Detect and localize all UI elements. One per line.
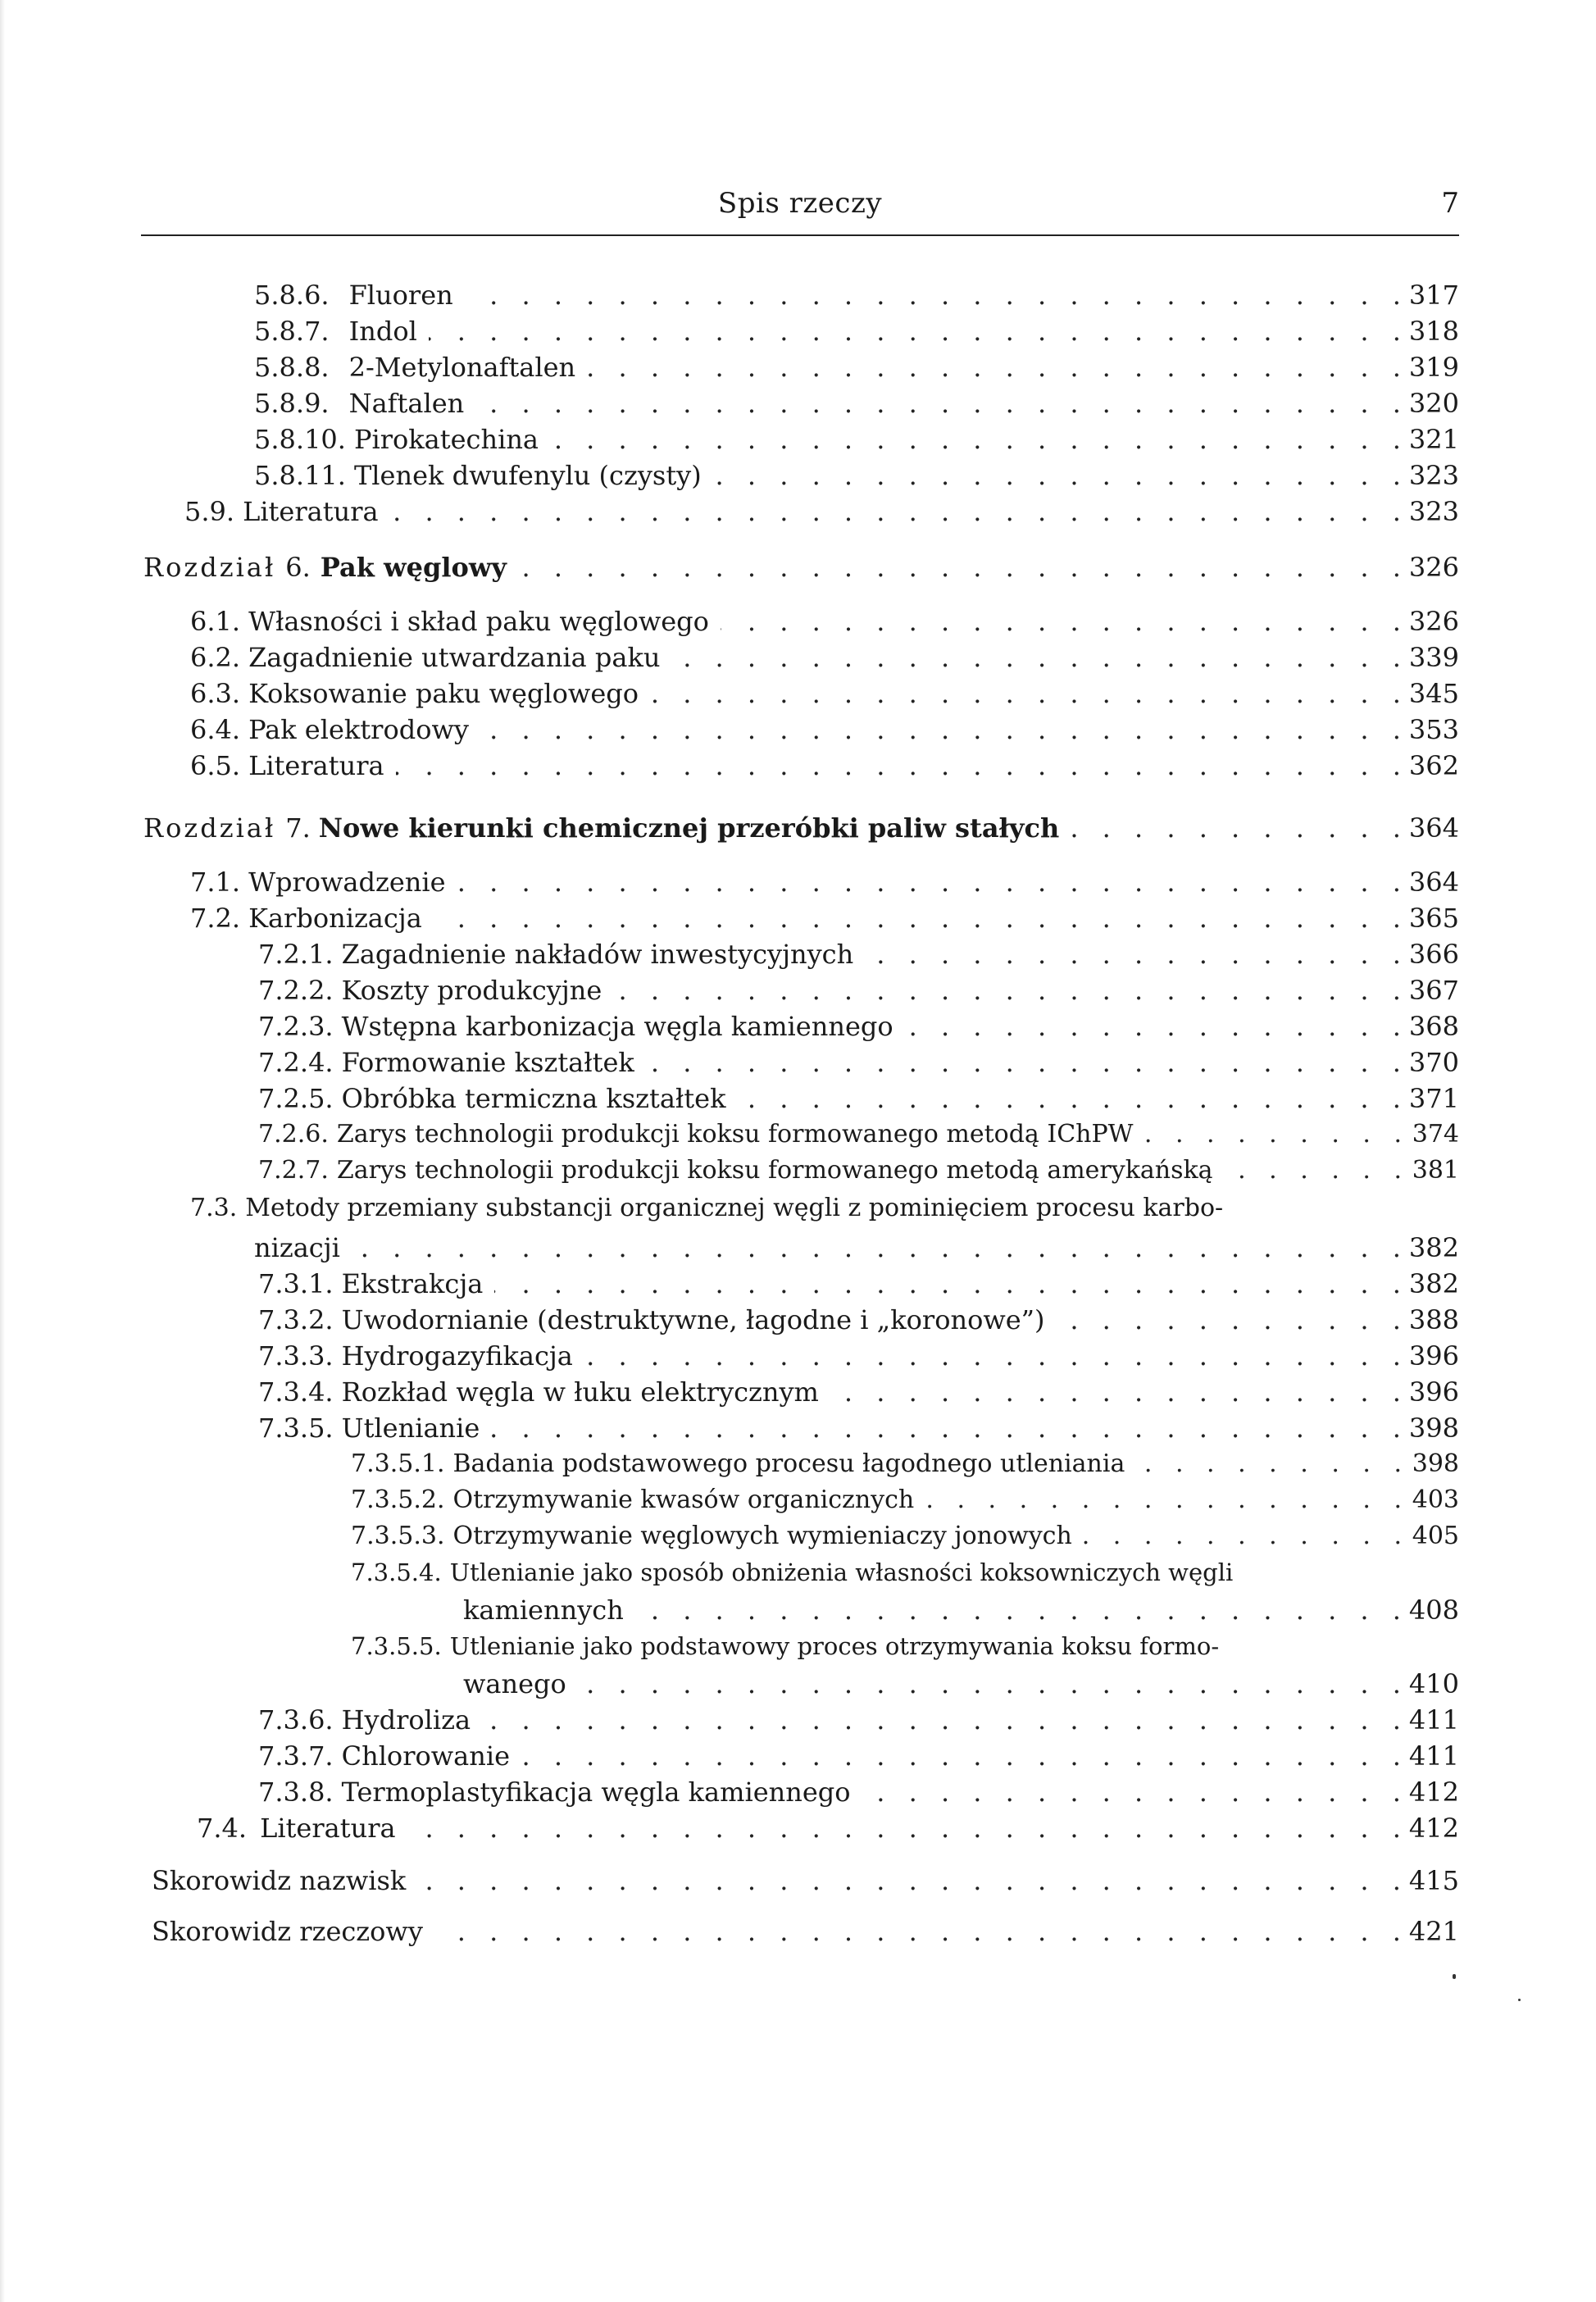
- scan-speck: [1518, 1999, 1521, 2001]
- entry-title: Hydroliza: [341, 1704, 471, 1736]
- running-title: Spis rzeczy: [717, 187, 883, 220]
- entry-title-continuation: wanego: [463, 1668, 566, 1699]
- entry-title: Rozkład węgla w łuku elektrycznym: [341, 1376, 819, 1408]
- toc-entry[interactable]: [254, 315, 1459, 348]
- entry-title: Literatura: [248, 750, 384, 781]
- toc-entry[interactable]: [351, 1484, 1459, 1517]
- entry-number: 7.2.5.: [258, 1083, 334, 1114]
- entry-title: Koksowanie paku węglowego: [248, 678, 639, 709]
- entry-number: 6.1.: [190, 606, 241, 637]
- toc-entry-line-1[interactable]: [190, 1192, 1459, 1225]
- entry-title: Otrzymywanie węglowych wymieniaczy jonowych: [452, 1522, 1072, 1550]
- entry-title: Literatura: [243, 496, 379, 527]
- dot-leader: [434, 1915, 1401, 1948]
- page-number: 7: [1441, 187, 1459, 220]
- toc-entry[interactable]: [190, 605, 1459, 638]
- dot-leader: [830, 1376, 1401, 1408]
- entry-title: Utlenianie jako podstawowy proces otrzymywania koksu formo-: [449, 1632, 1220, 1660]
- dot-leader: [613, 974, 1401, 1007]
- dot-leader: [390, 495, 1401, 528]
- dot-leader: [713, 459, 1401, 492]
- entry-number: 5.8.10.: [254, 424, 346, 455]
- entry-number: 7.1.: [190, 867, 241, 898]
- dot-leader: [650, 677, 1401, 710]
- entry-number: 7.2.: [190, 903, 241, 934]
- entry-title: Własności i skład paku węglowego: [248, 606, 709, 637]
- entry-page: 405: [1412, 1522, 1459, 1550]
- entry-title: Pirokatechina: [353, 424, 539, 455]
- entry-title-continuation: nizacji: [254, 1232, 340, 1263]
- entry-title: Tlenek dwufenylu (czysty): [353, 460, 702, 491]
- entry-number: 7.3.3.: [258, 1340, 334, 1372]
- toc-entry[interactable]: [258, 1046, 1459, 1079]
- toc-entry-line-2[interactable]: [463, 1594, 1459, 1626]
- entry-page: 323: [1408, 460, 1459, 491]
- entry-number: 6.2.: [190, 642, 241, 673]
- dot-leader: [671, 641, 1400, 674]
- entry-title: Obróbka termiczna kształtek: [341, 1083, 726, 1114]
- entry-title: Zarys technologii produkcji koksu formowanego metodą amerykańską: [336, 1156, 1213, 1185]
- toc-entry[interactable]: [190, 641, 1459, 674]
- entry-page: 367: [1408, 975, 1459, 1006]
- entry-title: Zagadnienie nakładów inwestycyjnych: [341, 939, 854, 970]
- entry-number: 7.2.4.: [258, 1047, 334, 1078]
- toc-entry[interactable]: [258, 1704, 1459, 1736]
- entry-number: 6.4.: [190, 714, 241, 745]
- entry-title: Pak węglowy: [320, 552, 507, 583]
- toc-entry-line-2[interactable]: [254, 1231, 1459, 1264]
- toc-entry[interactable]: [258, 974, 1459, 1007]
- toc-entry[interactable]: [258, 1376, 1459, 1408]
- toc-entry[interactable]: [258, 938, 1459, 971]
- dot-leader: [865, 938, 1401, 971]
- entry-number: 5.8.7.: [254, 316, 330, 347]
- toc-entry[interactable]: [258, 1340, 1459, 1372]
- entry-title: Chlorowanie: [341, 1740, 510, 1772]
- entry-page: 410: [1408, 1668, 1459, 1699]
- entry-page: 321: [1408, 424, 1459, 455]
- entry-page: 368: [1408, 1011, 1459, 1042]
- entry-page: 318: [1408, 316, 1459, 347]
- toc-entry[interactable]: [258, 1267, 1459, 1300]
- entry-title: Literatura: [260, 1813, 396, 1844]
- entry-number: 5.8.8.: [254, 352, 330, 383]
- entry-page: 370: [1408, 1047, 1459, 1078]
- entry-title: Karbonizacja: [248, 903, 422, 934]
- dot-leader: [905, 1010, 1401, 1043]
- entry-number: 7.3.5.: [258, 1413, 334, 1444]
- entry-title: Badania podstawowego procesu łagodnego utleniania: [452, 1449, 1125, 1478]
- toc-index-entry[interactable]: [152, 1864, 1459, 1897]
- entry-title: Indol: [348, 316, 417, 347]
- dot-leader: [465, 279, 1401, 312]
- dot-leader: [1071, 812, 1401, 844]
- entry-number: 7.3.5.5.: [351, 1632, 442, 1660]
- entry-title: Skorowidz rzeczowy: [152, 1916, 423, 1947]
- dot-leader: [491, 1412, 1401, 1444]
- entry-number: 5.8.6.: [254, 280, 330, 311]
- entry-title-continuation: kamiennych: [463, 1595, 624, 1626]
- dot-leader: [1136, 1448, 1402, 1481]
- entry-page: 381: [1412, 1156, 1459, 1185]
- dot-leader: [550, 423, 1401, 456]
- entry-title: Uwodornianie (destruktywne, łagodne i „koronowe”): [341, 1304, 1045, 1335]
- entry-page: 408: [1408, 1595, 1459, 1626]
- toc-entry[interactable]: [190, 902, 1459, 935]
- entry-title: Utlenianie: [341, 1413, 480, 1444]
- entry-title: Pak elektrodowy: [248, 714, 469, 745]
- entry-title: Wprowadzenie: [248, 867, 446, 898]
- entry-number: 5.9.: [184, 496, 235, 527]
- scan-speck: [1453, 1974, 1456, 1979]
- entry-page: 411: [1408, 1740, 1459, 1772]
- toc-entry[interactable]: [258, 1740, 1459, 1772]
- toc-index-entry[interactable]: [152, 1915, 1459, 1948]
- toc-entry[interactable]: [254, 387, 1459, 420]
- toc-entry[interactable]: [254, 459, 1459, 492]
- entry-page: 320: [1408, 388, 1459, 419]
- dot-leader: [482, 1704, 1401, 1736]
- entry-number: 7.2.6.: [258, 1120, 329, 1149]
- dot-leader: [925, 1484, 1402, 1517]
- entry-page: 382: [1408, 1268, 1459, 1299]
- toc-entry[interactable]: [258, 1412, 1459, 1444]
- entry-number: 7.2.1.: [258, 939, 334, 970]
- entry-title: Zarys technologii produkcji koksu formowanego metodą IChPW: [336, 1120, 1134, 1149]
- toc-entry[interactable]: [190, 713, 1459, 746]
- entry-title: Ekstrakcja: [341, 1268, 484, 1299]
- entry-number: 7.4.: [197, 1813, 248, 1844]
- dot-leader: [494, 1267, 1401, 1300]
- entry-page: 366: [1408, 939, 1459, 970]
- dot-leader: [1084, 1520, 1402, 1553]
- dot-leader: [584, 1340, 1401, 1372]
- dot-leader: [721, 605, 1401, 638]
- dot-leader: [737, 1082, 1400, 1115]
- entry-title: Wstępna karbonizacja węgla kamiennego: [341, 1011, 893, 1042]
- entry-page: 319: [1408, 352, 1459, 383]
- entry-title: Termoplastyfikacja węgla kamiennego: [341, 1777, 851, 1808]
- dot-leader: [396, 749, 1401, 782]
- entry-number: 5.8.11.: [254, 460, 346, 491]
- entry-page: 411: [1408, 1704, 1459, 1736]
- toc-entry[interactable]: [258, 1082, 1459, 1115]
- entry-page: 326: [1408, 606, 1459, 637]
- dot-leader: [521, 1740, 1401, 1772]
- dot-leader: [1145, 1118, 1403, 1151]
- toc-chapter-heading[interactable]: [143, 812, 1459, 844]
- entry-page: 421: [1408, 1916, 1459, 1947]
- entry-number: 7.3.8.: [258, 1777, 334, 1808]
- entry-page: 364: [1408, 812, 1459, 844]
- entry-page: 396: [1408, 1376, 1459, 1408]
- dot-leader: [475, 387, 1401, 420]
- toc-entry[interactable]: [258, 1303, 1459, 1336]
- dot-leader: [417, 1864, 1401, 1897]
- toc-entry[interactable]: [258, 1776, 1459, 1808]
- toc-entry[interactable]: [190, 749, 1459, 782]
- entry-page: 412: [1408, 1813, 1459, 1844]
- toc-entry-line-2[interactable]: [463, 1667, 1459, 1700]
- dot-leader: [457, 866, 1401, 899]
- entry-number: 7.3.5.2.: [351, 1485, 445, 1514]
- entry-page: 398: [1412, 1449, 1459, 1478]
- toc-entry[interactable]: [190, 677, 1459, 710]
- entry-number: 7.3.5.4.: [351, 1558, 442, 1586]
- toc-entry[interactable]: [258, 1118, 1459, 1151]
- entry-page: 339: [1408, 642, 1459, 673]
- dot-leader: [862, 1776, 1401, 1808]
- dot-leader: [1225, 1154, 1402, 1187]
- toc-entry[interactable]: [184, 495, 1459, 528]
- entry-number: 7.3.7.: [258, 1740, 334, 1772]
- entry-page: 362: [1408, 750, 1459, 781]
- entry-page: 364: [1408, 867, 1459, 898]
- toc-entry[interactable]: [254, 423, 1459, 456]
- toc-entry[interactable]: [258, 1010, 1459, 1043]
- entry-number: 7.3.2.: [258, 1304, 334, 1335]
- entry-title: Formowanie kształtek: [341, 1047, 634, 1078]
- entry-page: 396: [1408, 1340, 1459, 1372]
- toc-entry[interactable]: [254, 279, 1459, 312]
- entry-number: 6.3.: [190, 678, 241, 709]
- toc-entry[interactable]: [258, 1154, 1459, 1187]
- entry-number: 7.3.4.: [258, 1376, 334, 1408]
- entry-number: 5.8.9.: [254, 388, 330, 419]
- entry-page: 326: [1408, 552, 1459, 583]
- entry-number: 7.2.3.: [258, 1011, 334, 1042]
- entry-title: Naftalen: [348, 388, 465, 419]
- dot-leader: [635, 1594, 1401, 1626]
- entry-page: 382: [1408, 1232, 1459, 1263]
- entry-page: 398: [1408, 1413, 1459, 1444]
- entry-number: 6.5.: [190, 750, 241, 781]
- entry-number: 7.3.1.: [258, 1268, 334, 1299]
- entry-title: Otrzymywanie kwasów organicznych: [452, 1485, 915, 1514]
- entry-page: 345: [1408, 678, 1459, 709]
- toc-entry[interactable]: [254, 351, 1459, 384]
- entry-title: Skorowidz nazwisk: [152, 1865, 407, 1896]
- entry-title: Koszty produkcyjne: [341, 975, 602, 1006]
- entry-page: 412: [1408, 1777, 1459, 1808]
- entry-number: 7.3.6.: [258, 1704, 334, 1736]
- entry-title: Nowe kierunki chemicznej przeróbki paliw stałych: [318, 812, 1060, 844]
- toc-entry[interactable]: [197, 1812, 1459, 1845]
- entry-page: 415: [1408, 1865, 1459, 1896]
- entry-page: 323: [1408, 496, 1459, 527]
- chapter-prefix: Rozdział: [143, 552, 276, 583]
- dot-leader: [407, 1812, 1401, 1845]
- dot-leader: [480, 713, 1401, 746]
- entry-title: Zagadnienie utwardzania paku: [248, 642, 661, 673]
- entry-page: 371: [1408, 1083, 1459, 1114]
- dot-leader: [429, 315, 1401, 348]
- entry-page: 317: [1408, 280, 1459, 311]
- dot-leader: [352, 1231, 1401, 1264]
- dot-leader: [518, 551, 1401, 584]
- entry-page: 403: [1412, 1485, 1459, 1514]
- toc-entry[interactable]: [351, 1448, 1459, 1481]
- entry-number: 7.2.2.: [258, 975, 334, 1006]
- toc-entry[interactable]: [190, 866, 1459, 899]
- entry-title: Utlenianie jako sposób obniżenia własności koksowniczych węgli: [449, 1558, 1234, 1586]
- dot-leader: [587, 351, 1401, 384]
- entry-title: Hydrogazyfikacja: [341, 1340, 573, 1372]
- entry-number: 7.: [285, 812, 311, 844]
- entry-title: Metody przemiany substancji organicznej węgli z pominięciem procesu karbo-: [245, 1194, 1224, 1222]
- chapter-prefix: Rozdział: [143, 812, 276, 844]
- entry-number: 7.3.: [190, 1194, 238, 1222]
- entry-number: 7.3.5.3.: [351, 1522, 445, 1550]
- dot-leader: [434, 902, 1401, 935]
- dot-leader: [646, 1046, 1401, 1079]
- toc-entry-line-1[interactable]: [351, 1630, 1459, 1663]
- entry-number: 6.: [285, 552, 311, 583]
- entry-title: Fluoren: [348, 280, 453, 311]
- toc-chapter-heading[interactable]: [143, 551, 1459, 584]
- entry-page: 353: [1408, 714, 1459, 745]
- entry-number: 7.2.7.: [258, 1156, 329, 1185]
- dot-leader: [1057, 1303, 1401, 1336]
- dot-leader: [578, 1667, 1401, 1700]
- entry-title: 2-Metylonaftalen: [348, 352, 576, 383]
- entry-page: 388: [1408, 1304, 1459, 1335]
- entry-page: 374: [1412, 1120, 1459, 1149]
- entry-page: 365: [1408, 903, 1459, 934]
- toc-entry[interactable]: [351, 1520, 1459, 1553]
- toc-entry-line-1[interactable]: [351, 1556, 1459, 1589]
- entry-number: 7.3.5.1.: [351, 1449, 445, 1478]
